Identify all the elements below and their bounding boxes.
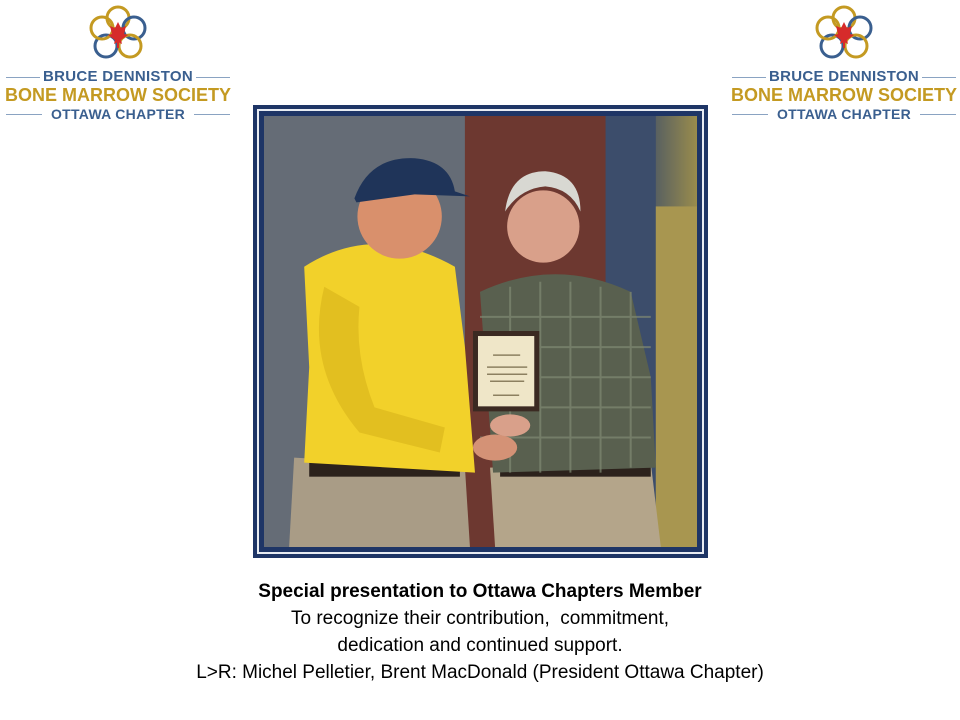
logo-line-1: BRUCE DENNISTON (4, 69, 232, 84)
logo-line-3: OTTAWA CHAPTER (4, 107, 232, 121)
logo-line-1: BRUCE DENNISTON (730, 69, 958, 84)
photo-caption (0, 578, 960, 686)
maple-leaf-emblem-icon (812, 4, 876, 66)
photo-illustration (264, 116, 697, 547)
caption-line-3: dedication and continued support. (337, 635, 623, 656)
caption-line-4: L>R: Michel Pelletier, Brent MacDonald (President Ottawa Chapter) (196, 662, 764, 683)
caption-line-2: To recognize their contribution, commitment, (290, 608, 670, 629)
society-logo-right (730, 4, 958, 126)
logo-line-2: BONE MARROW SOCIETY (4, 85, 231, 105)
maple-leaf-emblem-icon (86, 4, 150, 66)
logo-line-2: BONE MARROW SOCIETY (730, 85, 957, 105)
society-logo-left (4, 4, 232, 126)
award-presentation-photo (264, 116, 697, 547)
logo-line-3: OTTAWA CHAPTER (730, 107, 958, 121)
photo-frame (253, 105, 708, 558)
caption-title: Special presentation to Ottawa Chapters Member (258, 581, 702, 602)
photo-border (257, 109, 704, 554)
